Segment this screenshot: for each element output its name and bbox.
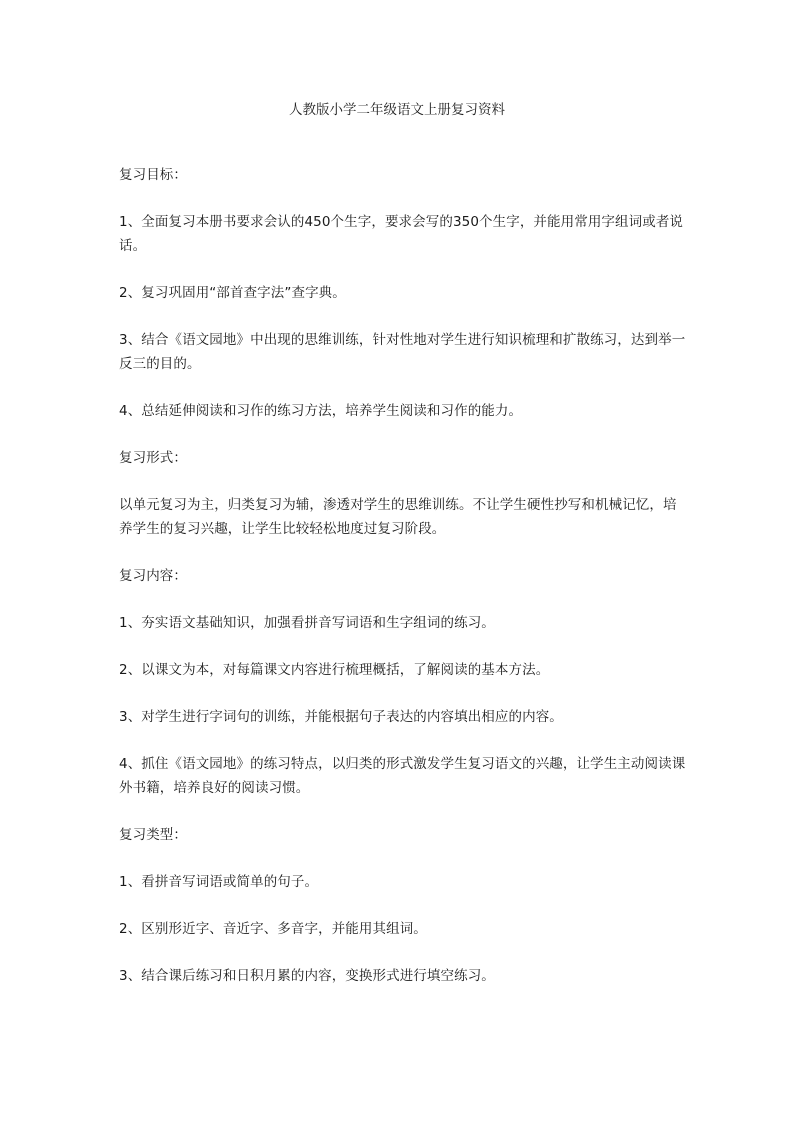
goal-item-4: 4、总结延伸阅读和习作的练习方法，培养学生阅读和习作的能力。 bbox=[119, 403, 523, 419]
type-item-3: 3、结合课后练习和日积月累的内容，变换形式进行填空练习。 bbox=[119, 968, 495, 984]
section-review-form bbox=[119, 446, 689, 541]
type-item-2: 2、区别形近字、音近字、多音字，并能用其组词。 bbox=[119, 921, 427, 937]
goal-item-3: 3、结合《语文园地》中出现的思维训练，针对性地对学生进行知识梳理和扩散练习，达到举一反三的目的。 bbox=[119, 332, 686, 372]
goal-item-1: 1、全面复习本册书要求会认的450个生字，要求会写的350个生字，并能用常用字组词或者说话。 bbox=[119, 214, 684, 254]
form-paragraph: 以单元复习为主，归类复习为辅，渗透对学生的思维训练。不让学生硬性抄写和机械记忆，培养学生的复习兴趣，让学生比较轻松地度过复习阶段。 bbox=[119, 497, 677, 537]
content-item-1: 1、夯实语文基础知识，加强看拼音写词语和生字组词的练习。 bbox=[119, 615, 495, 631]
section-heading-content: 复习内容： bbox=[119, 568, 187, 584]
goal-item-2: 2、复习巩固用“部首查字法”查字典。 bbox=[119, 285, 346, 301]
content-item-3: 3、对学生进行字词句的训练，并能根据句子表达的内容填出相应的内容。 bbox=[119, 709, 563, 725]
section-heading-types: 复习类型： bbox=[119, 827, 187, 843]
section-review-content bbox=[119, 564, 689, 800]
document-title: 人教版小学二年级语文上册复习资料 bbox=[289, 102, 505, 118]
section-review-goals bbox=[119, 163, 689, 423]
section-heading-form: 复习形式： bbox=[119, 450, 187, 466]
document-body bbox=[119, 163, 689, 1011]
content-item-2: 2、以课文为本，对每篇课文内容进行梳理概括，了解阅读的基本方法。 bbox=[119, 662, 550, 678]
section-heading-goals: 复习目标： bbox=[119, 167, 187, 183]
section-review-types bbox=[119, 823, 689, 988]
content-item-4: 4、抓住《语文园地》的练习特点，以归类的形式激发学生复习语文的兴趣，让学生主动阅读课外书籍，培养良好的阅读习惯。 bbox=[119, 756, 686, 796]
type-item-1: 1、看拼音写词语或简单的句子。 bbox=[119, 874, 319, 890]
